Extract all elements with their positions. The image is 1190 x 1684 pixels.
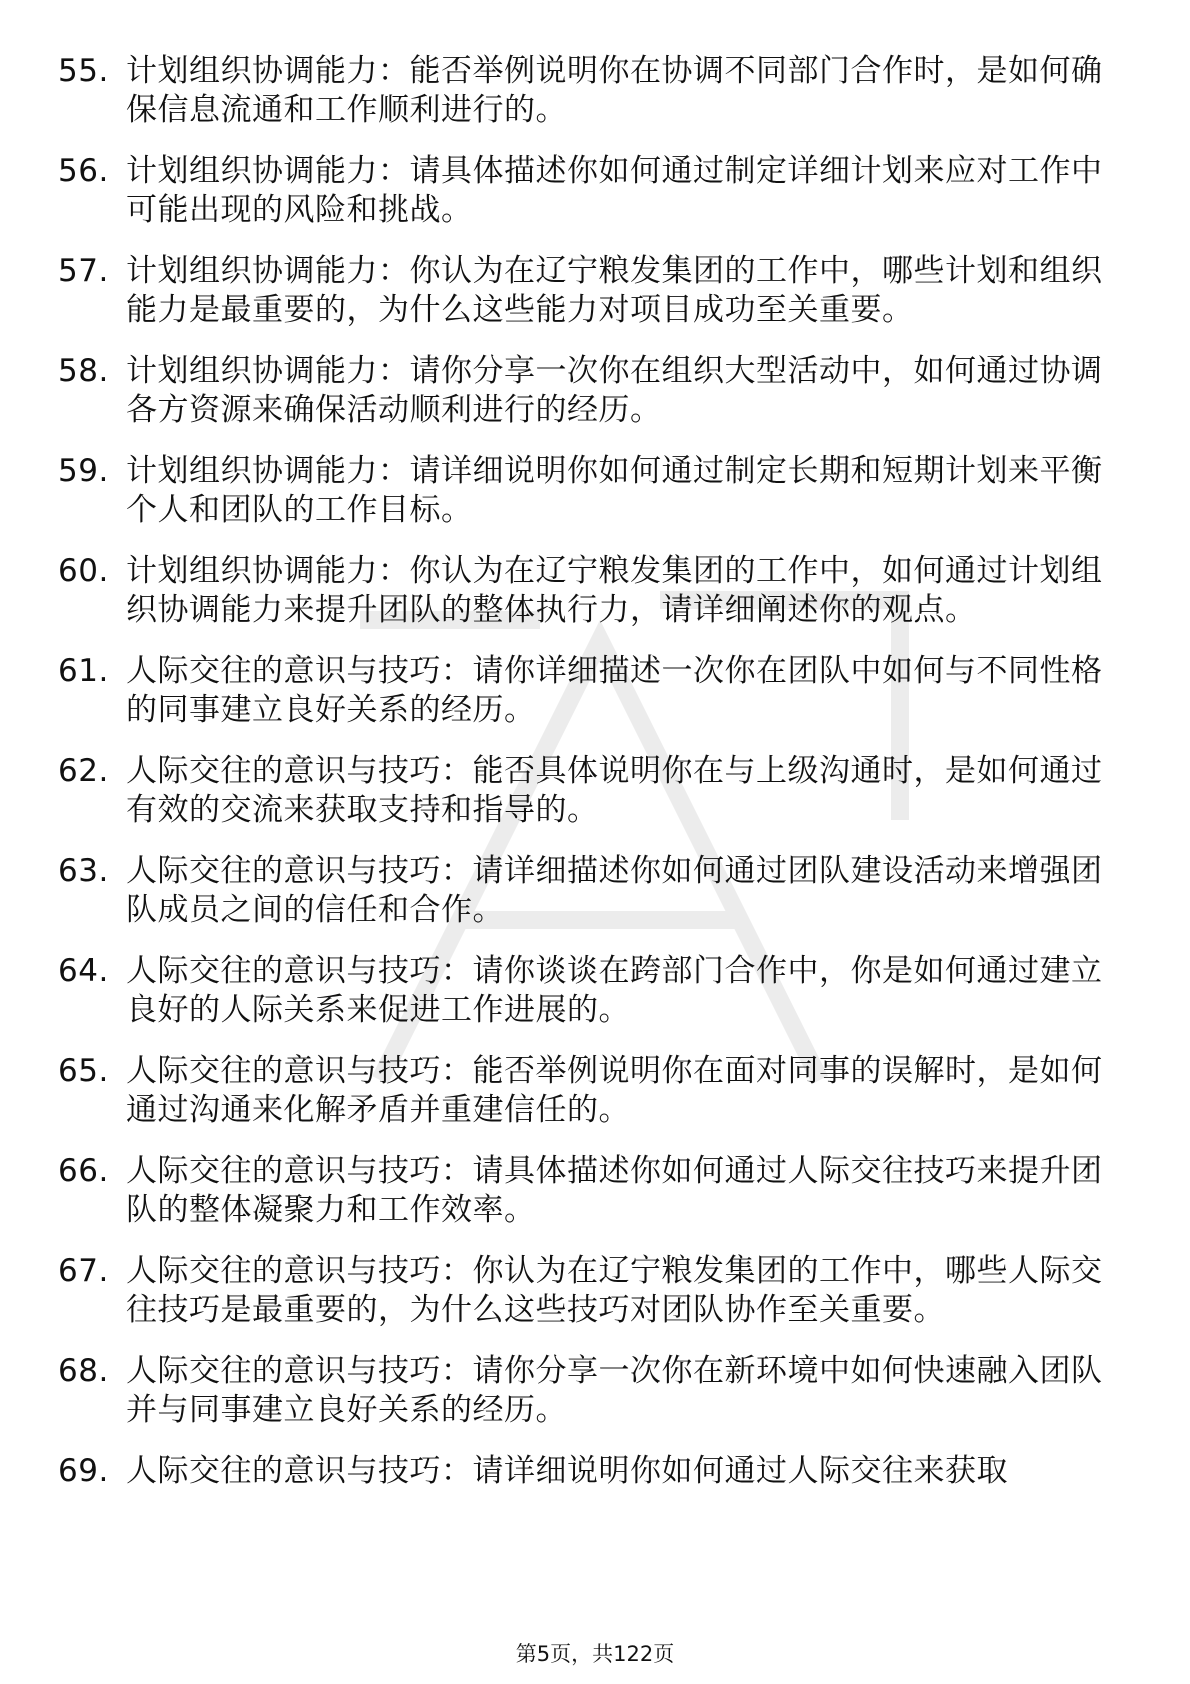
question-number: 56. [58, 153, 109, 189]
question-number: 66. [58, 1153, 109, 1189]
question-list [58, 52, 1118, 1513]
question-text: 计划组织协调能力：你认为在辽宁粮发集团的工作中，哪些计划和组织能力是最重要的，为什么这些能力对项目成功至关重要。 [126, 253, 1103, 328]
list-item [58, 552, 1118, 630]
question-number: 60. [58, 553, 109, 589]
question-text: 计划组织协调能力：请你分享一次你在组织大型活动中，如何通过协调各方资源来确保活动顺利进行的经历。 [126, 353, 1103, 428]
page-number-label: 第5页，共122页 [515, 1642, 675, 1666]
question-number: 61. [58, 653, 109, 689]
list-item [58, 1352, 1118, 1430]
page-footer [0, 1640, 1190, 1668]
question-number: 67. [58, 1253, 109, 1289]
question-number: 63. [58, 853, 109, 889]
question-text: 计划组织协调能力：请具体描述你如何通过制定详细计划来应对工作中可能出现的风险和挑战。 [126, 153, 1103, 228]
question-number: 68. [58, 1353, 109, 1389]
question-text: 计划组织协调能力：请详细说明你如何通过制定长期和短期计划来平衡个人和团队的工作目标。 [126, 453, 1103, 528]
question-number: 69. [58, 1453, 109, 1489]
question-number: 62. [58, 753, 109, 789]
question-text: 人际交往的意识与技巧：请详细说明你如何通过人际交往来获取 [126, 1453, 1008, 1489]
question-text: 人际交往的意识与技巧：请详细描述你如何通过团队建设活动来增强团队成员之间的信任和合作。 [126, 853, 1103, 928]
question-number: 64. [58, 953, 109, 989]
question-number: 65. [58, 1053, 109, 1089]
list-item [58, 1252, 1118, 1330]
question-text: 人际交往的意识与技巧：请你分享一次你在新环境中如何快速融入团队并与同事建立良好关系的经历。 [126, 1353, 1103, 1428]
list-item [58, 652, 1118, 730]
question-number: 58. [58, 353, 109, 389]
question-number: 55. [58, 53, 109, 89]
list-item [58, 52, 1118, 130]
question-number: 57. [58, 253, 109, 289]
question-text: 人际交往的意识与技巧：能否举例说明你在面对同事的误解时，是如何通过沟通来化解矛盾并重建信任的。 [126, 1053, 1103, 1128]
list-item [58, 452, 1118, 530]
list-item [58, 852, 1118, 930]
question-text: 计划组织协调能力：你认为在辽宁粮发集团的工作中，如何通过计划组织协调能力来提升团队的整体执行力，请详细阐述你的观点。 [126, 553, 1103, 628]
list-item [58, 1452, 1118, 1491]
question-text: 人际交往的意识与技巧：请你详细描述一次你在团队中如何与不同性格的同事建立良好关系的经历。 [126, 653, 1103, 728]
list-item [58, 952, 1118, 1030]
question-text: 人际交往的意识与技巧：请具体描述你如何通过人际交往技巧来提升团队的整体凝聚力和工作效率。 [126, 1153, 1103, 1228]
list-item [58, 1052, 1118, 1130]
list-item [58, 152, 1118, 230]
question-number: 59. [58, 453, 109, 489]
list-item [58, 752, 1118, 830]
question-text: 计划组织协调能力：能否举例说明你在协调不同部门合作时，是如何确保信息流通和工作顺利进行的。 [126, 53, 1103, 128]
question-text: 人际交往的意识与技巧：能否具体说明你在与上级沟通时，是如何通过有效的交流来获取支持和指导的。 [126, 753, 1103, 828]
list-item [58, 352, 1118, 430]
question-text: 人际交往的意识与技巧：你认为在辽宁粮发集团的工作中，哪些人际交往技巧是最重要的，为什么这些技巧对团队协作至关重要。 [126, 1253, 1103, 1328]
list-item [58, 252, 1118, 330]
list-item [58, 1152, 1118, 1230]
question-text: 人际交往的意识与技巧：请你谈谈在跨部门合作中，你是如何通过建立良好的人际关系来促进工作进展的。 [126, 953, 1103, 1028]
